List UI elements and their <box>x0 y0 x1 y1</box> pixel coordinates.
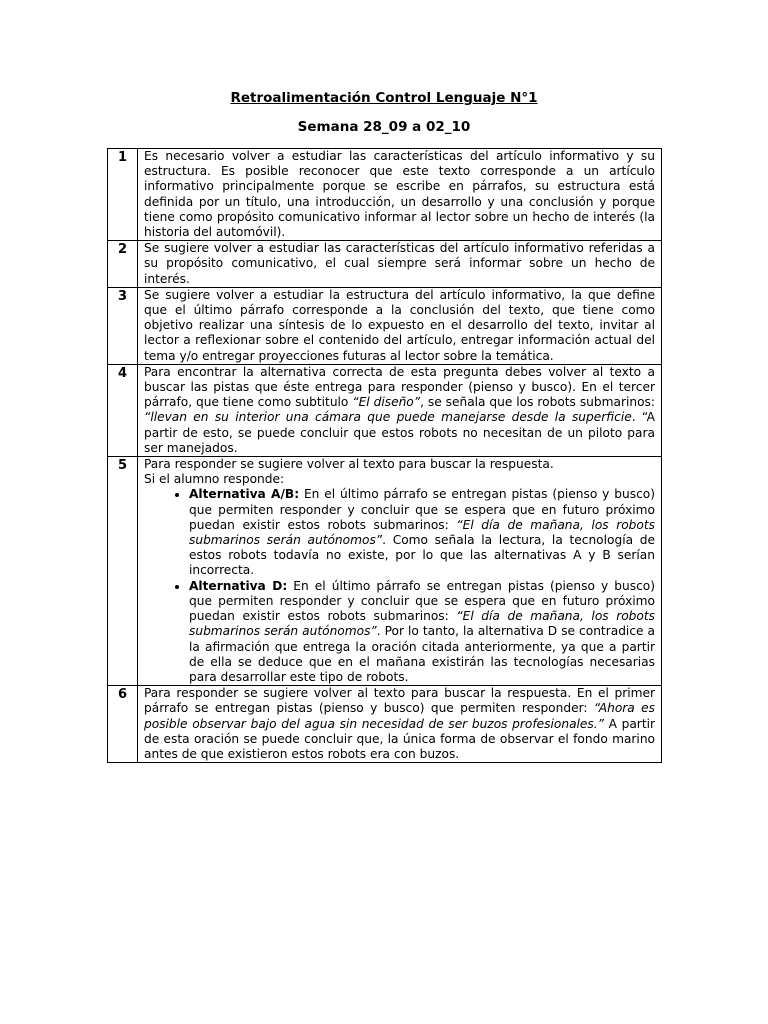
question-number: 5 <box>108 457 138 686</box>
feedback-text: Es necesario volver a estudiar las características del artículo informativo y su estructura. Es posible reconocer que este texto corresponde a un artículo informativo principalmente porque se escribe en párrafos, su estructura está definida por un título, una introducción, un desarrollo y una conclusión y porque tiene como propósito comunicativo informar al lector sobre un hecho de interés (la historia del automóvil). <box>138 149 662 241</box>
feedback-text-part: A partir de esta oración se puede concluir que, la única forma de observar el fondo marino antes de que existieron estos robots era con buzos. <box>144 716 655 761</box>
feedback-text <box>138 457 662 686</box>
question-number: 3 <box>108 287 138 364</box>
feedback-text <box>138 686 662 763</box>
table-row <box>108 241 662 288</box>
feedback-quote: “Ahora es posible observar bajo del agua sin necesidad de ser buzos profesionales.” <box>144 701 655 731</box>
feedback-text <box>138 364 662 456</box>
feedback-text-part: En el último párrafo se entregan pistas (pienso y busco) que permiten responder y concluir que se espera que en futuro próximo puedan existir estos robots submarinos: <box>189 487 656 532</box>
feedback-text-part: En el último párrafo se entregan pistas (pienso y busco) que permiten responder y concluir que se espera que en futuro próximo puedan existir estos robots submarinos: <box>189 578 655 624</box>
table-row <box>108 287 662 364</box>
feedback-quote: “llevan en su interior una cámara que puede manejarse desde la superficie <box>144 410 632 425</box>
alternative-label: Alternativa D: <box>189 578 288 593</box>
feedback-intro: Para responder se sugiere volver al texto para buscar la respuesta. <box>144 457 554 472</box>
document-subtitle: Semana 28_09 a 02_10 <box>297 119 471 135</box>
question-number: 1 <box>108 149 138 241</box>
feedback-text-part: . Por lo tanto, la alternativa D se contradice a la afirmación que entrega la oración citada anteriormente, ya que a partir de ella se deduce que en el mañana existirán las tecnologías necesarias para desarrollar este tipo de robots. <box>189 624 655 684</box>
alternative-label: Alternativa A/B: <box>189 487 300 502</box>
feedback-quote: “El diseño” <box>352 395 421 410</box>
feedback-text-part: . Como señala la lectura, la tecnología de estos robots todavía no existe, por lo que las alternativas A y B serían incorrecta. <box>189 533 655 578</box>
table-row <box>108 149 662 241</box>
feedback-text-part: , se señala que los robots submarinos: <box>420 395 655 410</box>
feedback-text: Se sugiere volver a estudiar las características del artículo informativo referidas a su propósito comunicativo, el cual siempre será informar sobre un hecho de interés. <box>138 241 662 288</box>
feedback-quote: “El día de mañana, los robots submarinos serán autónomos” <box>189 517 655 548</box>
feedback-text-part: Para encontrar la alternativa correcta de esta pregunta debes volver al texto a buscar las pistas que éste entrega para responder (pienso y busco). En el tercer párrafo, que tiene como subtitulo <box>144 364 655 410</box>
feedback-text-part: . “A partir de esto, se puede concluir que estos robots no necesitan de un piloto para ser manejados. <box>144 410 655 455</box>
question-number: 4 <box>108 364 138 456</box>
feedback-text-part: Para responder se sugiere volver al texto para buscar la respuesta. En el primer párrafo se entregan pistas (pienso y busco) que permiten responder: <box>144 686 655 716</box>
feedback-table <box>107 148 662 763</box>
alternatives-list <box>144 487 655 685</box>
feedback-quote: “El día de mañana, los robots submarinos serán autónomos” <box>189 609 655 639</box>
table-row <box>108 364 662 456</box>
table-row <box>108 686 662 763</box>
list-item <box>189 487 655 578</box>
document-title: Retroalimentación Control Lenguaje N°1 <box>230 90 538 106</box>
table-row <box>108 457 662 686</box>
list-item <box>189 579 655 685</box>
question-number: 6 <box>108 686 138 763</box>
question-number: 2 <box>108 241 138 288</box>
feedback-intro: Si el alumno responde: <box>144 472 285 487</box>
feedback-text: Se sugiere volver a estudiar la estructura del artículo informativo, la que define que el último párrafo corresponde a la conclusión del texto, que tiene como objetivo realizar una síntesis de lo expuesto en el desarrollo del texto, invitar al lector a reflexionar sobre el contenido del artículo, entregar información actual del tema y/o entregar proyecciones futuras al lector sobre la temática. <box>138 287 662 364</box>
